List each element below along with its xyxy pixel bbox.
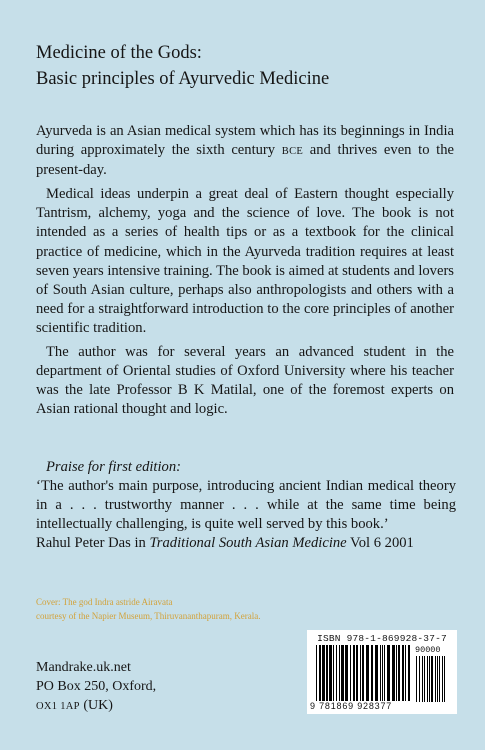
barcode-bar [339,645,340,701]
publisher-country: (UK) [83,698,113,714]
barcode-bar [322,645,325,701]
cover-credit [36,596,436,623]
barcode-bar [345,645,348,701]
barcode-bar [439,656,440,702]
barcode-bar [444,656,445,702]
barcode-bar [353,645,355,701]
barcode-bar [402,645,404,701]
book-title [36,40,456,92]
publisher-website: Mandrake.uk.net [36,660,131,675]
attribution-journal: Traditional South Asian Medicine [149,535,347,552]
barcode-bar [336,645,337,701]
cover-credit-line-2: courtesy of the Napier Museum, Thiruvananthapuram, Kerala. [36,610,261,621]
barcode-bar [398,645,400,701]
barcode-bar [333,645,334,701]
blurb-paragraph-3: The author was for several years an advanced student in the department of Oriental studies of Oxford University where his teacher was the late Professor B K Matilal, one of the foremost experts on Asian rational thought and logic. [36,344,454,418]
blurb [36,122,454,424]
attribution-author: Rahul Peter Das in [36,535,150,552]
blurb-paragraph-1 [36,122,454,180]
publisher-postcode: OX1 1AP [36,701,80,713]
publisher-address: PO Box 250, Oxford, [36,679,157,695]
praise-attribution [36,534,456,553]
attribution-volume: Vol 6 2001 [346,535,414,552]
title-line-1: Medicine of the Gods: [36,43,202,63]
barcode-bar [316,645,317,701]
title-line-2: Basic principles of Ayurvedic Medicine [36,69,330,89]
barcode-bar [341,645,344,701]
isbn-label: ISBN 978-1-869928-37-7 [317,633,447,644]
barcode-bar [384,645,385,701]
barcode-bar [387,645,390,701]
barcode-bar [419,656,420,702]
barcode-bar [366,645,369,701]
barcode-bar [442,656,443,702]
barcode-bar [326,645,328,701]
ean-digits: 9 781869 928377 [310,701,393,711]
barcode-bar [437,656,438,702]
barcode-bar [360,645,361,701]
barcode-bar [422,656,423,702]
barcode-bar [416,656,417,702]
barcode-bar [392,645,395,701]
barcode-bar [375,645,378,701]
barcode-bar [405,645,406,701]
publisher-postcode-line [36,696,236,716]
barcode-bar [319,645,321,701]
barcode-bar [427,656,428,702]
cover-credit-line-1: Cover: The god Indra astride Airavata [36,597,173,607]
blurb-paragraph-2: Medical ideas underpin a great deal of Eastern thought especially Tantrism, alchemy, yoga and the science of love. The book is not intended as a series of health tips or as a textbook for the clinical practice of medicine, which in the Ayurveda tradition requires at least seven years intensive training. The book is aimed at students and lovers of South Asian culture, perhaps also anthropologists and others with a need for a straightforward introduction to the core principles of another scientific tradition. [36,186,454,336]
barcode-bar [362,645,364,701]
barcode-bar [350,645,351,701]
barcode-bar [408,645,410,701]
barcode-bar [424,656,425,702]
barcode-bar [371,645,373,701]
price-code: 90000 [415,645,441,655]
praise-heading: Praise for first edition: [46,459,181,475]
blurb-p1-text: Ayurveda is an Asian medical system which has its beginnings in India during approximately the sixth century [36,123,454,159]
bce-abbrev: BCE [281,146,304,158]
blurb-p1-text-end: and thrives even to the present-day. [36,142,455,179]
barcode-bar [396,645,397,701]
isbn-barcode [307,630,457,714]
barcode-bar [329,645,332,701]
barcode-bar [380,645,381,701]
barcode-bar [431,656,433,702]
barcode-bar [382,645,383,701]
publisher-info [36,658,236,717]
barcode-bar [356,645,358,701]
addon-barcode-bars [415,656,449,702]
barcode-bar [435,656,436,702]
praise-section [36,458,456,553]
praise-quote: ‘The author's main purpose, introducing ancient Indian medical theory in a . . . trustworthy manner . . . while at the same time being intellectually challenging, is quite well served by this book.’ [36,478,456,533]
ean-barcode-bars [315,645,411,701]
barcode-bar [429,656,430,702]
